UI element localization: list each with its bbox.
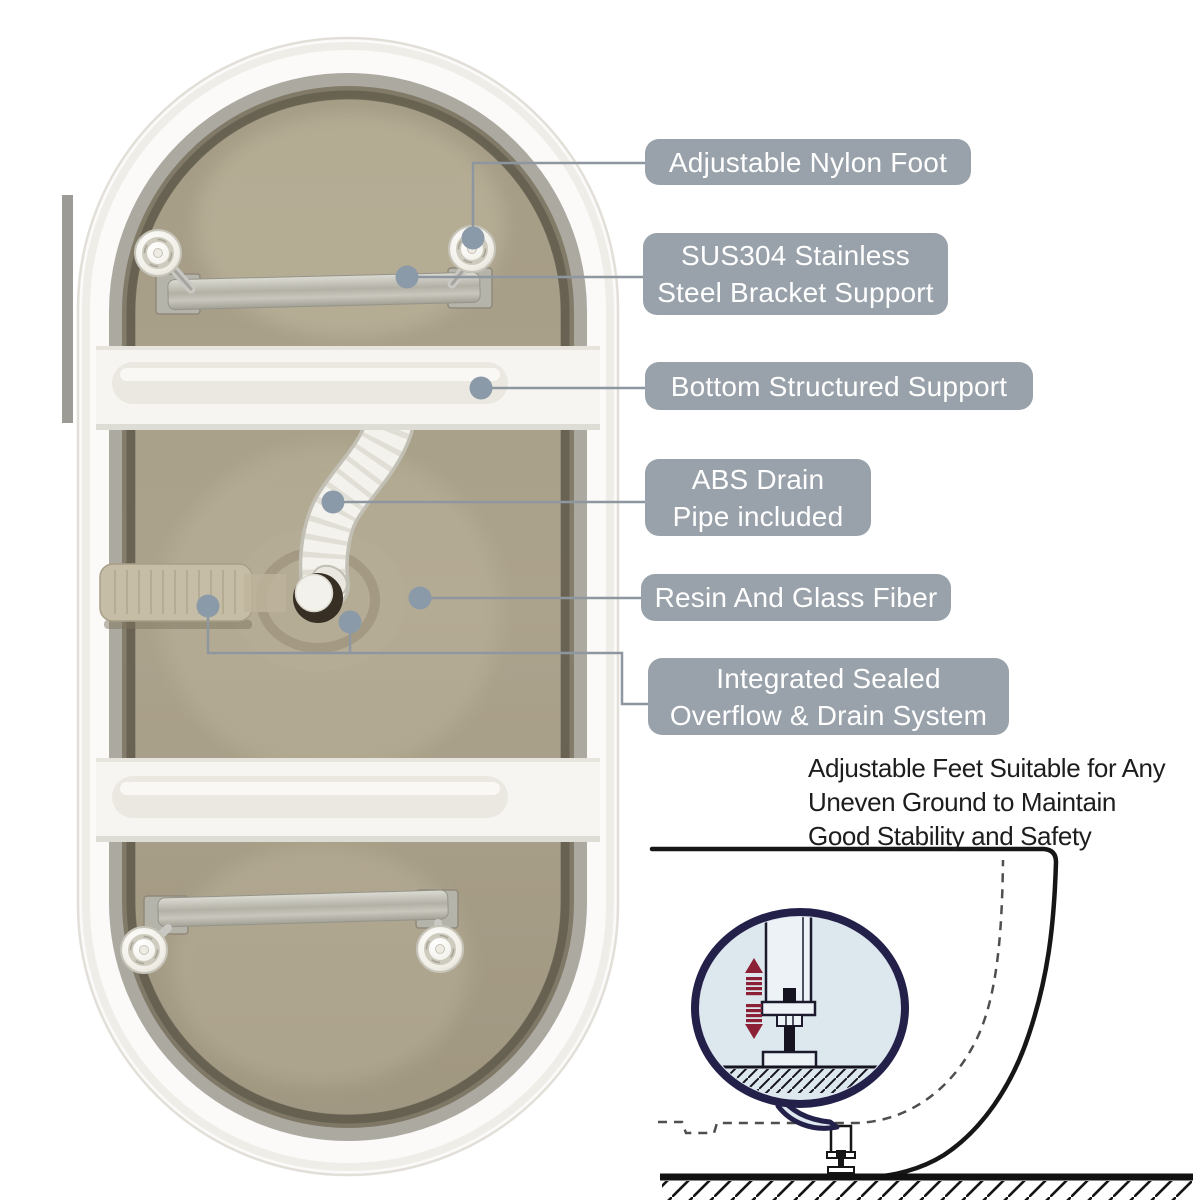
dot-overflow [197, 595, 220, 618]
callout-adjustable-nylon-foot [645, 139, 971, 185]
ground-hatching [662, 1181, 1192, 1200]
dot-drain-pipe [322, 491, 345, 514]
callout-label-line1: SUS304 Stainless [681, 240, 910, 271]
dot-resin [409, 587, 432, 610]
dot-bracket [396, 266, 419, 289]
callout-label: Bottom Structured Support [670, 370, 1008, 402]
callout-label-line2: Steel Bracket Support [657, 277, 934, 308]
dot-drain-system [339, 611, 362, 634]
dot-bottom-support [470, 377, 493, 400]
zoom-bubble [695, 905, 905, 1128]
adjustable-foot-diagram [652, 849, 1193, 1200]
callout-label: Resin And Glass Fiber [654, 582, 938, 613]
callout-overflow-drain-system [648, 658, 1009, 735]
dot-nylon-foot [462, 227, 485, 250]
callout-steel-bracket-support [643, 233, 948, 315]
callout-label-line1: ABS Drain [691, 463, 825, 495]
callout-label-line2: Overflow & Drain System [669, 699, 988, 731]
diagram-foot [827, 1126, 855, 1173]
callout-label: Adjustable Nylon Foot [668, 146, 948, 178]
callout-label-line2: Pipe included [672, 500, 844, 532]
tub-underside-photo [62, 38, 618, 1175]
note-adjustable-feet [808, 751, 1165, 853]
bubble-foot-stem [784, 1026, 795, 1052]
note-line: Adjustable Feet Suitable for Any [808, 753, 1166, 783]
nylon-foot-bottom-right [417, 926, 463, 972]
drain [293, 573, 343, 623]
rib-band-bottom [96, 758, 600, 842]
nylon-foot-bottom-left [121, 927, 167, 973]
bubble-foot-base [763, 1052, 816, 1067]
nylon-foot-top-left [135, 230, 181, 276]
callout-label-line1: Integrated Sealed [716, 662, 941, 694]
callout-abs-drain-pipe [645, 459, 871, 536]
callout-resin-glass-fiber [641, 574, 951, 621]
callout-bottom-structured-support [645, 362, 1033, 410]
note-line: Uneven Ground to Maintain [808, 787, 1116, 817]
photo-edge-sliver [62, 195, 73, 423]
note-line: Good Stability and Safety [808, 821, 1092, 851]
